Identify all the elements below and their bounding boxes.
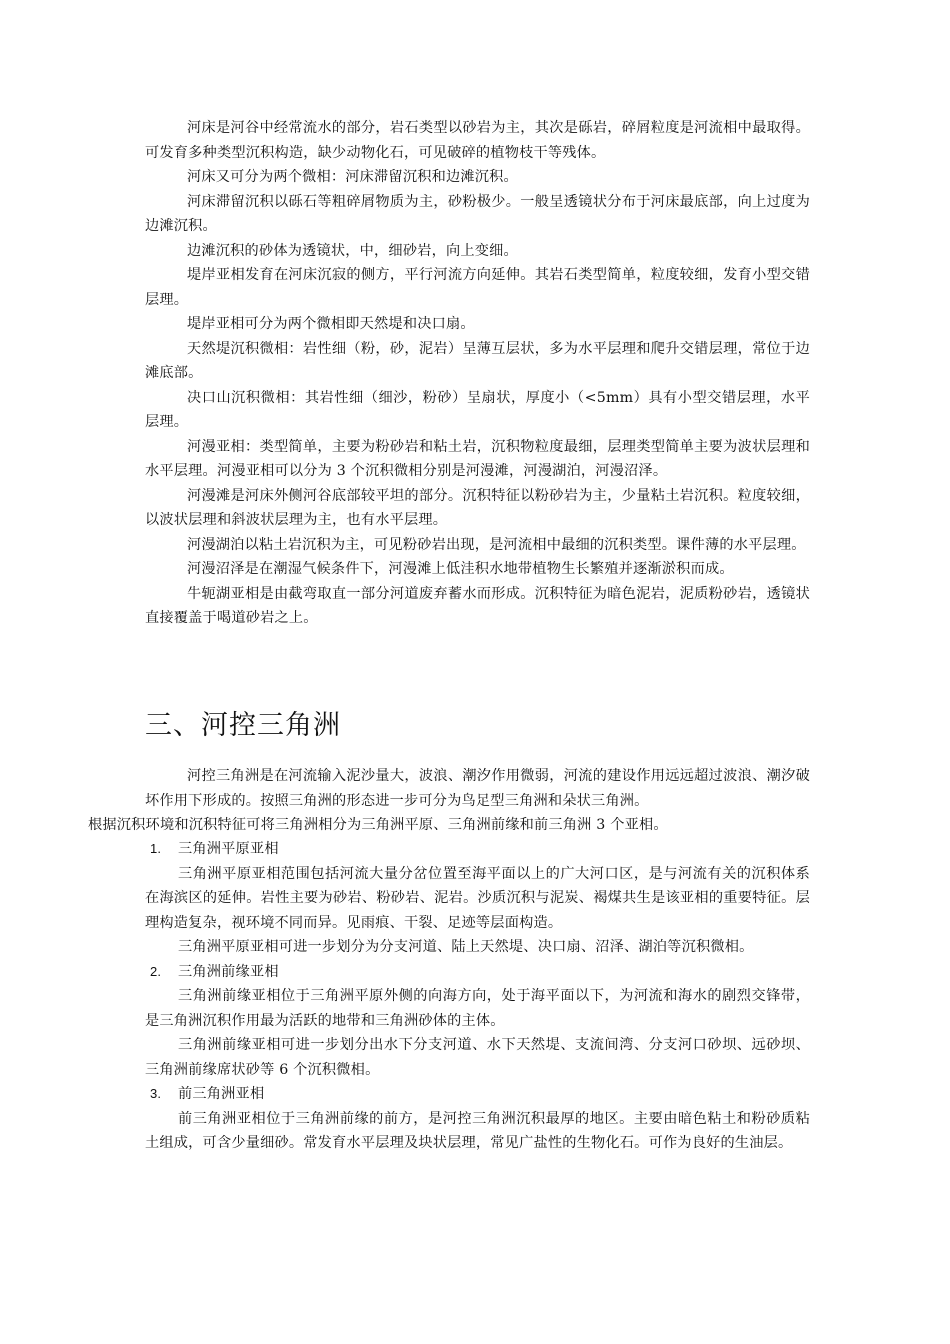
paragraph: 河漫滩是河床外侧河谷底部较平坦的部分。沉积特征以粉砂岩为主，少量粘土岩沉积。粒度较细，以波状层理和斜波状层理为主，也有水平层理。 [145,487,810,528]
paragraph: 决口山沉积微相：其岩性细（细沙，粉砂）呈扇状，厚度小（<5mm）具有小型交错层理，水平层理。 [145,389,810,430]
intro-paragraph-continued: 根据沉积环境和沉积特征可将三角洲相分为三角洲平原、三角洲前缘和前三角洲 3 个亚相。 [88,817,668,833]
subsection-number: 3. [150,1086,162,1101]
paragraph: 前三角洲亚相位于三角洲前缘的前方，是河控三角洲沉积最厚的地区。主要由暗色粘土和粉砂质粘土组成，可含少量细砂。常发育水平层理及块状层理，常见广盐性的生物化石。可作为良好的生油层。 [145,1110,810,1151]
paragraph: 河漫湖泊以粘土岩沉积为主，可见粉砂岩出现，是河流相中最细的沉积类型。课件薄的水平层理。 [187,536,806,553]
paragraph: 牛轭湖亚相是由截弯取直一部分河道废弃蓄水而形成。沉积特征为暗色泥岩，泥质粉砂岩，透镜状直接覆盖于喝道砂岩之上。 [145,585,810,626]
section-heading: 三、河控三角洲 [145,710,341,741]
intro-paragraph: 河控三角洲是在河流输入泥沙量大，波浪、潮汐作用微弱，河流的建设作用远远超过波浪、潮汐破坏作用下形成的。按照三角洲的形态进一步可分为鸟足型三角洲和朵状三角洲。 [145,768,810,809]
subsection-heading [145,960,810,985]
paragraph: 河床又可分为两个微相：河床滞留沉积和边滩沉积。 [187,169,518,185]
paragraph: 河漫亚相：类型简单，主要为粉砂岩和粘土岩，沉积物粒度最细，层理类型简单主要为波状层理和水平层理。河漫亚相可以分为 3 个沉积微相分别是河漫滩，河漫湖泊，河漫沼泽。 [145,438,810,479]
paragraph: 三角洲平原亚相范围包括河流大量分岔位置至海平面以上的广大河口区，是与河流有关的沉积体系在海滨区的延伸。岩性主要为砂岩、粉砂岩、泥岩。沙质沉积与泥炭、褐煤共生是该亚相的重要特征。层理构造复杂，视环境不同而异。见雨痕、干裂、足迹等层面构造。 [145,865,810,931]
subsection-title: 三角洲平原亚相 [178,841,279,857]
paragraph: 三角洲前缘亚相可进一步划分出水下分支河道、水下天然堤、支流间湾、分支河口砂坝、远砂坝、三角洲前缘席状砂等 6 个沉积微相。 [145,1037,810,1078]
paragraph: 河床滞留沉积以砾石等粗碎屑物质为主，砂粉极少。一般呈透镜状分布于河床最底部，向上过度为边滩沉积。 [145,193,810,234]
paragraph: 天然堤沉积微相：岩性细（粉，砂，泥岩）呈薄互层状，多为水平层理和爬升交错层理，常位于边滩底部。 [145,340,810,381]
paragraph: 边滩沉积的砂体为透镜状，中，细砂岩，向上变细。 [187,242,518,259]
subsection-heading [145,1082,810,1107]
paragraph: 河床是河谷中经常流水的部分，岩石类型以砂岩为主，其次是砾岩，碎屑粒度是河流相中最取得。可发育多种类型沉积构造，缺少动物化石，可见破碎的植物枝干等残体。 [145,120,810,161]
subsection-number: 2. [150,963,162,979]
paragraph: 堤岸亚相可分为两个微相即天然堤和决口扇。 [187,316,475,332]
subsection-title: 三角洲前缘亚相 [178,963,279,980]
paragraph: 堤岸亚相发育在河床沉寂的侧方，平行河流方向延伸。其岩石类型简单，粒度较细，发育小型交错层理。 [145,267,810,308]
subsection-title: 前三角洲亚相 [178,1086,265,1102]
paragraph: 三角洲平原亚相可进一步划分为分支河道、陆上天然堤、决口扇、沼泽、湖泊等沉积微相。 [178,939,754,955]
subsection-heading [145,837,810,862]
paragraph: 三角洲前缘亚相位于三角洲平原外侧的向海方向，处于海平面以下，为河流和海水的剧烈交锋带，是三角洲沉积作用最为活跃的地带和三角洲砂体的主体。 [145,988,810,1029]
delta-subsections [145,837,810,1156]
paragraph: 河漫沼泽是在潮湿气候条件下，河漫滩上低洼积水地带植物生长繁殖并逐渐淤积而成。 [187,561,734,577]
river-facies-section [145,116,810,631]
subsection-number: 1. [150,841,162,856]
delta-intro [88,764,810,838]
